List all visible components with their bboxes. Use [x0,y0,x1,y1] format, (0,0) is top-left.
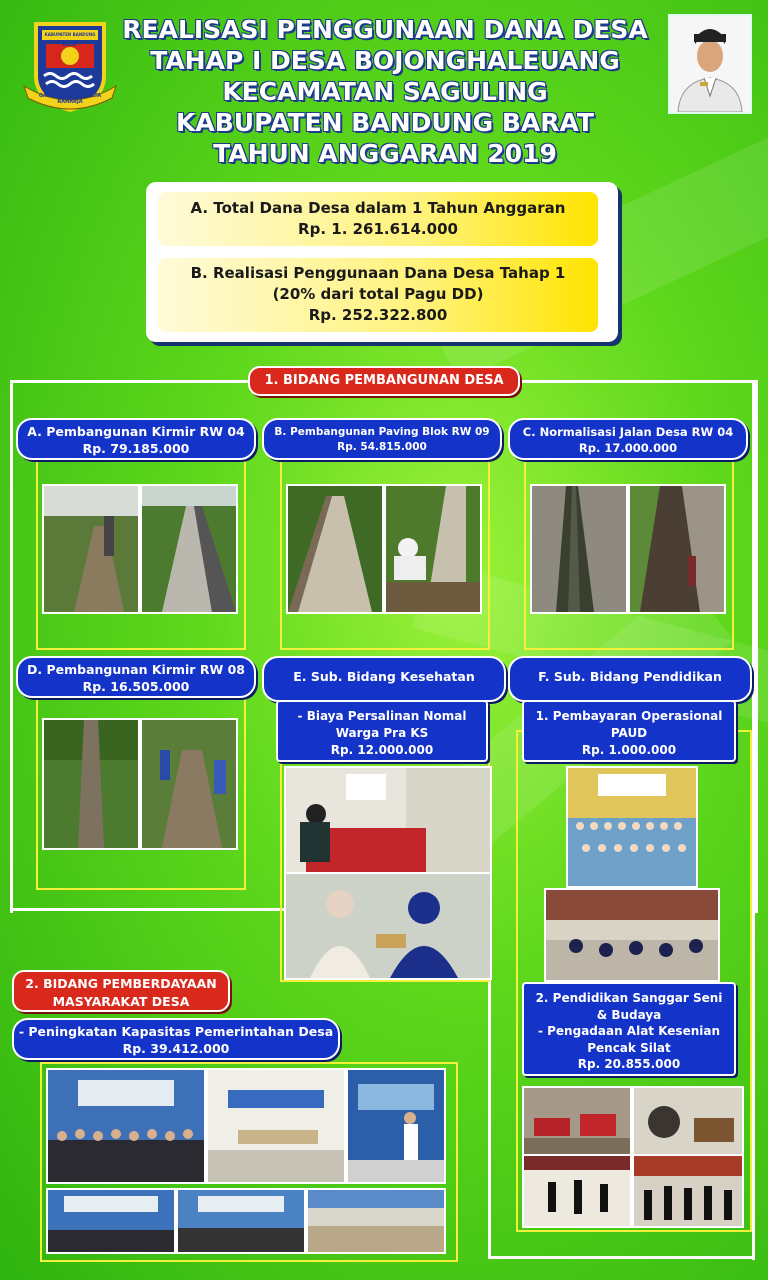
photo-kirmir-rw04-2 [140,484,238,614]
title-line: KECAMATAN SAGULING [222,77,548,106]
item-a-pill [16,418,256,460]
photo-pemberdayaan-3 [346,1068,446,1184]
item-e-pill [262,656,506,702]
realization-amount: Rp. 252.322.800 [308,306,448,324]
page-title [100,14,670,169]
item-e-label: E. Sub. Bidang Kesehatan [293,669,475,684]
photo-alat-kesenian-2 [632,1086,744,1156]
photo-kirmir-rw08-2 [140,718,238,850]
item-b-amount: Rp. 54.815.000 [337,441,427,453]
photo-kesehatan-1 [284,766,492,874]
sanggar-line2: & Budaya [596,1007,662,1022]
section2-item-pill [12,1018,340,1060]
logo-top-text: KABUPATEN BANDUNG BARAT [44,32,96,47]
item-b-pill [262,418,502,460]
summary-panel [146,182,618,342]
village-head-portrait [668,14,752,114]
title-line: REALISASI PENGGUNAAN DANA DESA [122,15,648,44]
section2-item-amount: Rp. 39.412.000 [122,1041,230,1056]
photo-pemberdayaan-5 [176,1188,306,1254]
photo-paving-rw09-1 [286,484,384,614]
sanggar-amount: Rp. 20.855.000 [577,1057,681,1071]
paud-detail [522,700,736,762]
item-b-label: B. Pembangunan Paving Blok RW 09 [274,426,490,438]
paud-amount: Rp. 1.000.000 [581,743,677,757]
photo-kirmir-rw08-1 [42,718,140,850]
paud-line2: PAUD [610,726,648,740]
photo-kirmir-rw04-1 [42,484,140,614]
photo-alat-kesenian-1 [522,1086,632,1156]
photo-kesehatan-2 [284,872,492,980]
photo-pencak-silat-1 [522,1154,632,1228]
section2-item-label: - Peningkatan Kapasitas Pemerintahan Desa [18,1024,334,1039]
item-c-pill [508,418,748,460]
item-f-label: F. Sub. Bidang Pendidikan [538,669,722,684]
sanggar-detail [522,982,736,1076]
photo-sanggar-1 [544,888,720,982]
item-a-amount: Rp. 79.185.000 [82,441,190,456]
section2-title-line2: MASYARAKAT DESA [52,994,190,1009]
photo-paud [566,766,698,888]
sanggar-line1: 2. Pendidikan Sanggar Seni [535,991,723,1005]
title-line: TAHUN ANGGARAN 2019 [213,139,557,168]
section2-frame-right [752,380,755,1260]
photo-pemberdayaan-2 [206,1068,346,1184]
photo-paving-rw09-2 [384,484,482,614]
title-line: TAHAP I DESA BOJONGHALEUANG [150,46,620,75]
item-d-label: D. Pembangunan Kirmir RW 08 [27,662,245,677]
kesehatan-line1: - Biaya Persalinan Nomal [297,709,467,723]
item-c-amount: Rp. 17.000.000 [578,441,678,455]
logo-motto: GAWIRA MUKTI KERTA RAHARJA [38,93,102,105]
total-fund-amount: Rp. 1. 261.614.000 [298,220,458,238]
title-line: KABUPATEN BANDUNG BARAT [176,108,594,137]
section1-frame-lower [10,380,13,910]
section2-title-line1: 2. BIDANG PEMBERDAYAAN [25,976,217,991]
kesehatan-amount: Rp. 12.000.000 [330,743,434,757]
photo-pencak-silat-2 [632,1154,744,1228]
item-c-label: C. Normalisasi Jalan Desa RW 04 [522,425,734,439]
item-d-amount: Rp. 16.505.000 [82,679,190,694]
item-d-pill [16,656,256,698]
item-f-pill [508,656,752,702]
photo-normalisasi-2 [628,484,726,614]
photo-pemberdayaan-4 [46,1188,176,1254]
total-fund-label: A. Total Dana Desa dalam 1 Tahun Anggaran [190,199,566,217]
total-fund-box [158,192,598,246]
realization-note: (20% dari total Pagu DD) [272,285,484,303]
sanggar-line3: - Pengadaan Alat Kesenian [537,1024,721,1038]
realization-label: B. Realisasi Penggunaan Dana Desa Tahap 1 [190,264,566,282]
section2-frame-bottom [488,1256,754,1259]
section2-title [12,970,230,1012]
realization-box [158,258,598,332]
kesehatan-line2: Warga Pra KS [335,726,429,740]
photo-pemberdayaan-1 [46,1068,206,1184]
item-a-label: A. Pembangunan Kirmir RW 04 [27,424,245,439]
photo-pemberdayaan-6 [306,1188,446,1254]
sanggar-line4: Pencak Silat [587,1040,671,1055]
kesehatan-detail [276,700,488,762]
photo-normalisasi-1 [530,484,628,614]
section1-title: 1. BIDANG PEMBANGUNAN DESA [248,366,520,396]
paud-line1: 1. Pembayaran Operasional [535,709,723,723]
